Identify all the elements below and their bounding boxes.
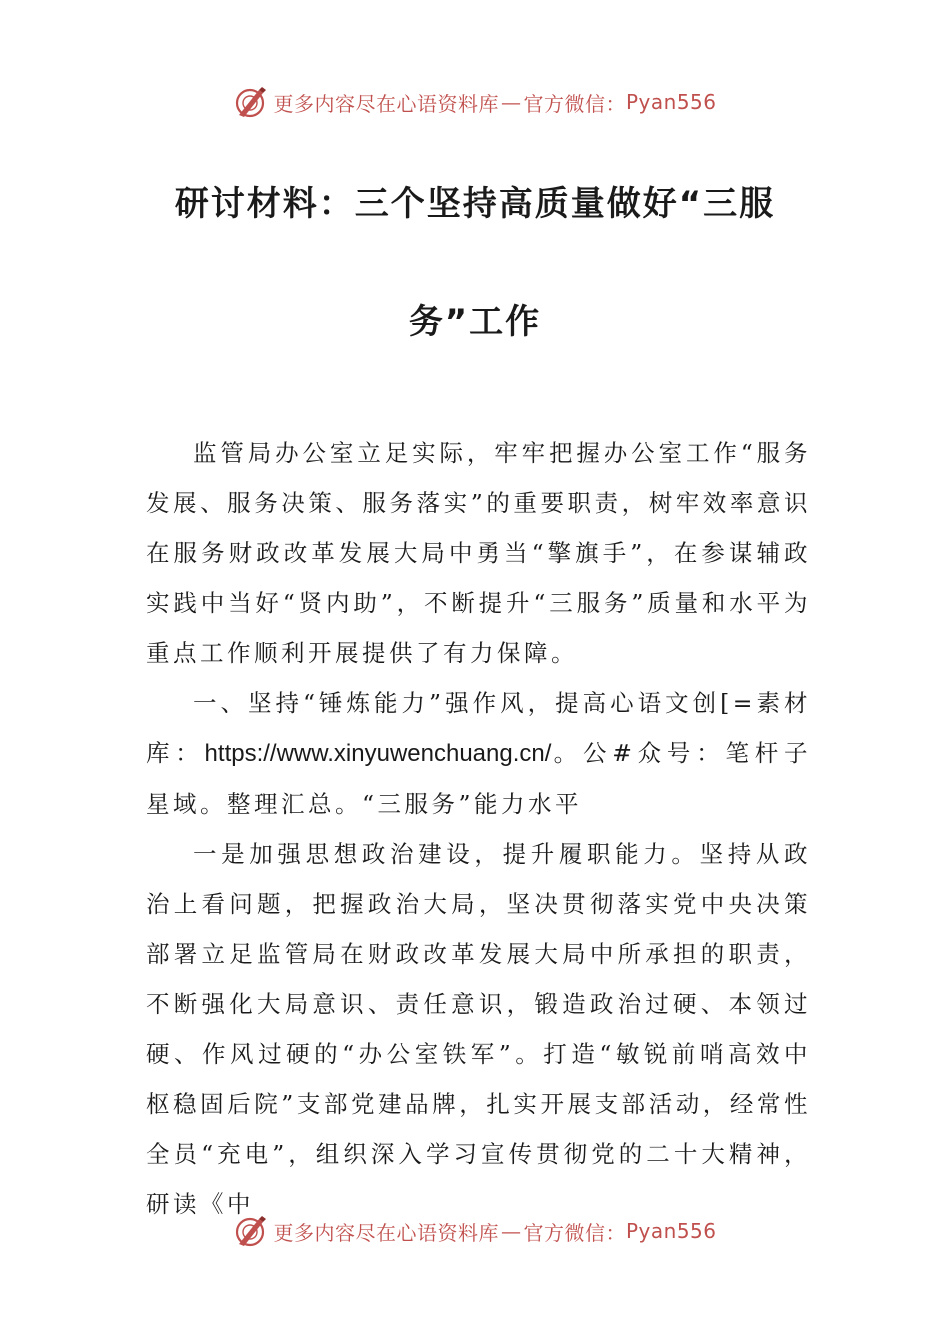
website-url: https://www.xinyuwenchuang.cn/ (204, 740, 552, 767)
banner-wechat-id: Pyan556 (625, 90, 717, 114)
banner-wechat-label: 官方微信： (523, 91, 626, 116)
banner-text: 更多内容尽在心语资料库 (273, 1220, 499, 1245)
banner-text: 更多内容尽在心语资料库 (273, 91, 499, 116)
banner-wechat-label: 官方微信： (523, 1220, 626, 1245)
pen-circle-logo-icon (233, 84, 269, 120)
page-title-line-2: 务”工作 (408, 302, 542, 342)
footer-watermark-banner (0, 1211, 950, 1251)
banner-wechat-id: Pyan556 (625, 1219, 717, 1243)
paragraph-section-one-heading (146, 678, 811, 829)
banner-separator: — (500, 90, 522, 114)
paragraph-intro: 监管局办公室立足实际，牢牢把握办公室工作“服务发展、服务决策、服务落实”的重要职责，树牢效率意识在服务财政改革发展大局中勇当“擎旗手”，在参谋辅政实践中当好“贤内助”，不断提升“三服务”质量和水平为重点工作顺利开展提供了有力保障。 (146, 439, 811, 667)
header-watermark-banner (0, 82, 950, 122)
document-body (146, 428, 811, 1229)
pen-circle-logo-icon (233, 1213, 269, 1249)
paragraph-point-one: 一是加强思想政治建设，提升履职能力。坚持从政治上看问题，把握政治大局，坚决贯彻落实党中央决策部署立足监管局在财政改革发展大局中所承担的职责，不断强化大局意识、责任意识，锻造政治过硬、本领过硬、作风过硬的“办公室铁军”。打造“敏锐前哨高效中枢稳固后院”支部党建品牌，扎实开展支部活动，经常性全员“充电”，组织深入学习宣传贯彻党的二十大精神，研读《中 (146, 840, 811, 1218)
section-one-text-b: 。公#众号：笔杆子星域。整理汇总。“三服务”能力水平 (146, 739, 811, 818)
page-title-line-1: 研讨材料：三个坚持高质量做好“三服 (174, 184, 776, 224)
section-one-text-a: 一、坚持“锤炼能力”强作风，提高心语文创[=素材库： (146, 689, 811, 767)
banner-separator: — (500, 1219, 522, 1243)
